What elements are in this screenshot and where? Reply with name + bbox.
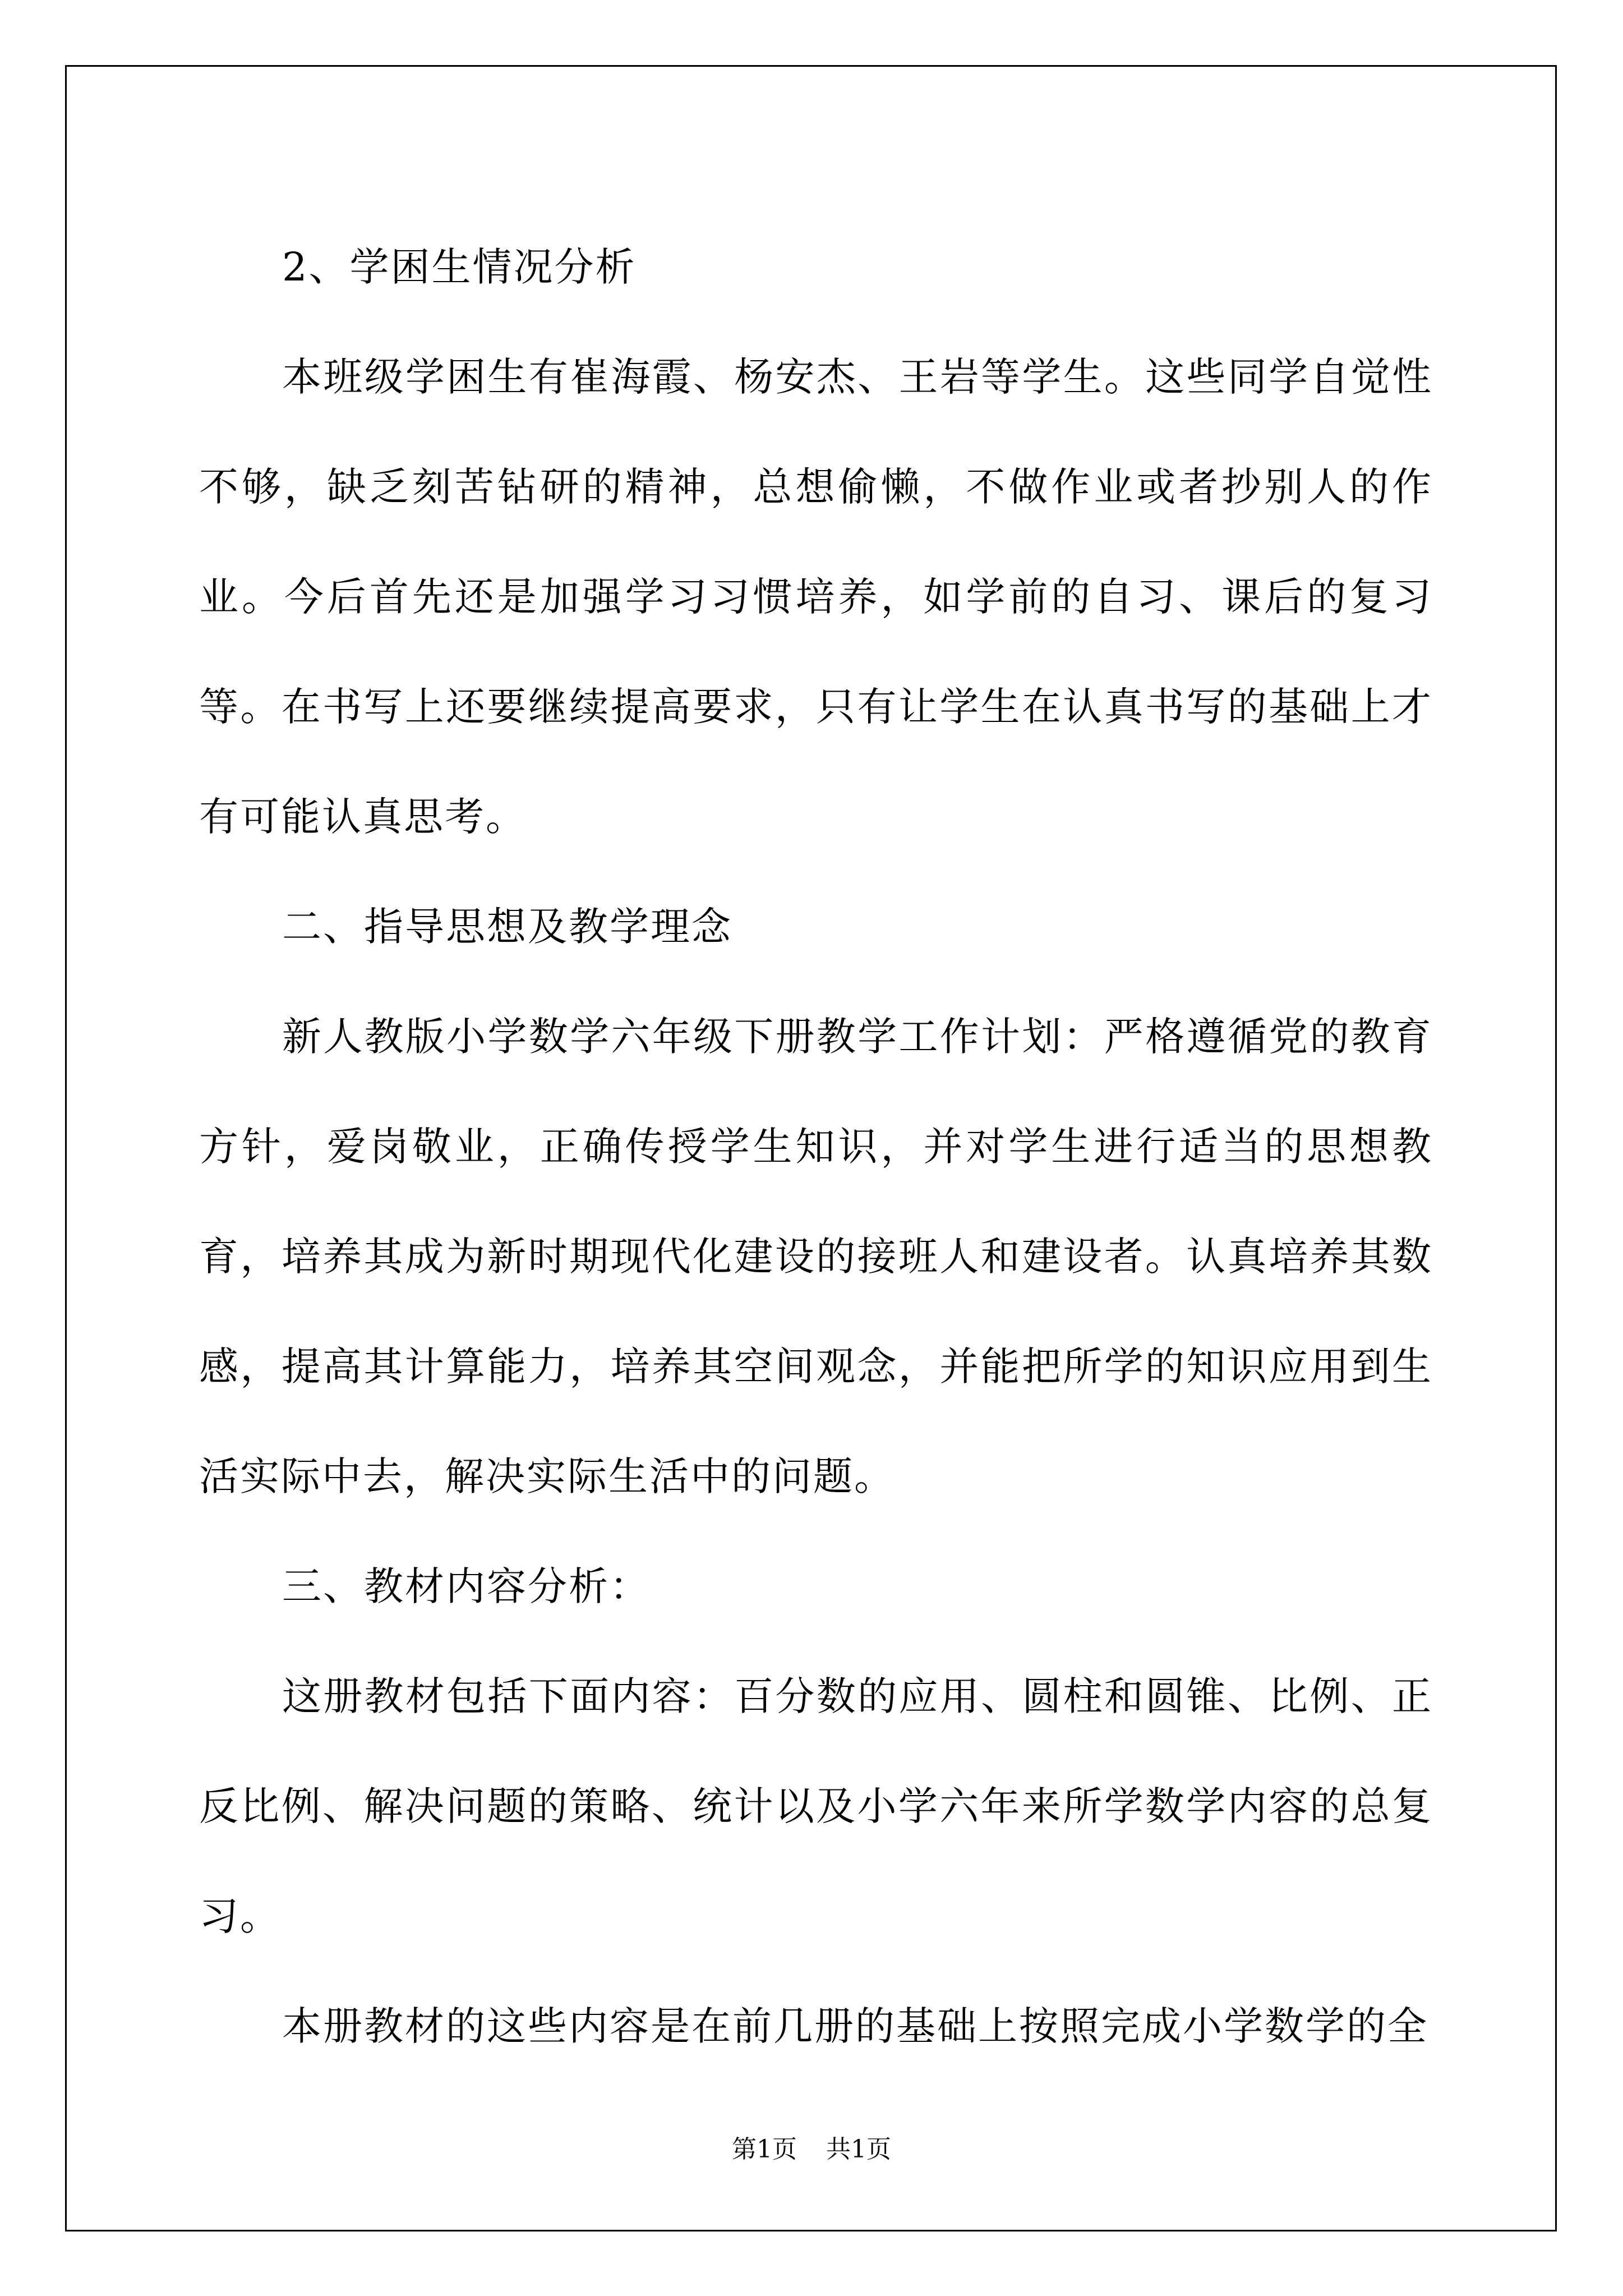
paragraph-textbook-basis: 本册教材的这些内容是在前几册的基础上按照完成小学数学的全	[282, 2003, 1428, 2049]
paragraph-textbook-contents: 这册教材包括下面内容：百分数的应用、圆柱和圆锥、比例、正反比例、解决问题的策略、统计以及小学六年来所学数学内容的总复习。	[199, 1673, 1433, 1939]
total-pages: 共1页	[826, 2135, 891, 2164]
section-heading-student-analysis: 2、学困生情况分析	[282, 244, 637, 290]
paragraph-guiding-ideas: 新人教版小学数学六年级下册教学工作计划：严格遵循党的教育方针，爱岗敬业，正确传授学生知识，并对学生进行适当的思想教育，培养其成为新时期现代化建设的接班人和建设者。认真培养其数感，提高其计算能力，培养其空间观念，并能把所学的知识应用到生活实际中去，解决实际生活中的问题。	[199, 1014, 1433, 1499]
document-body	[199, 212, 1433, 2081]
page-footer	[0, 2133, 1623, 2166]
page-number: 第1页	[732, 2135, 797, 2164]
section-heading-guiding-ideas: 二、指导思想及教学理念	[282, 904, 732, 950]
paragraph-struggling-students: 本班级学困生有崔海霞、杨安杰、王岩等学生。这些同学自觉性不够，缺乏刻苦钻研的精神，总想偷懒，不做作业或者抄别人的作业。今后首先还是加强学习习惯培养，如学前的自习、课后的复习等。在书写上还要继续提高要求，只有让学生在认真书写的基础上才有可能认真思考。	[199, 354, 1433, 840]
section-heading-textbook-analysis: 三、教材内容分析：	[282, 1563, 651, 1609]
